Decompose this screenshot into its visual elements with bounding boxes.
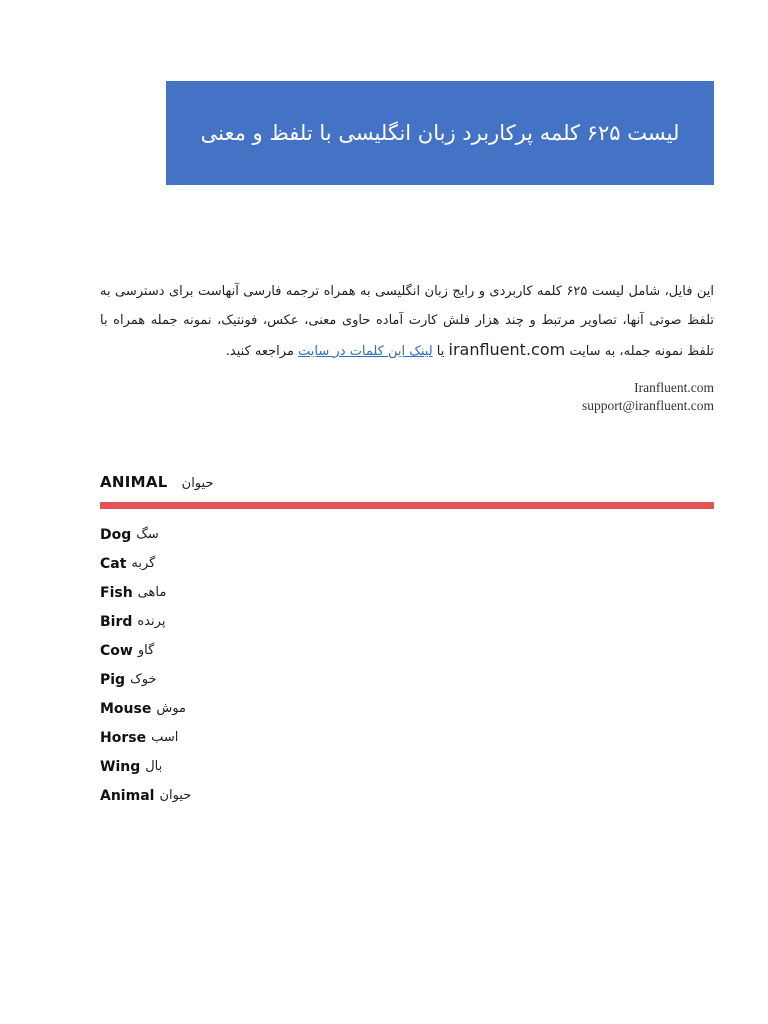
words-link[interactable]: لینک این کلمات در سایت [298, 344, 433, 359]
list-item [100, 723, 191, 752]
word-english: Pig [100, 671, 126, 688]
contact-block [400, 379, 714, 415]
list-item [100, 520, 191, 549]
section-title-en: ANIMAL [100, 473, 168, 491]
list-item [100, 781, 191, 810]
contact-email: support@iranfluent.com [581, 398, 714, 413]
word-english: Horse [100, 729, 147, 746]
word-english: Dog [100, 526, 132, 543]
word-english: Cow [100, 642, 133, 659]
word-english: Fish [100, 584, 133, 601]
list-item [100, 578, 191, 607]
word-english: Cat [100, 555, 127, 572]
section-title-fa: حیوان [181, 476, 214, 491]
word-persian: سگ [136, 527, 159, 542]
section-header [100, 473, 213, 491]
intro-text-1: این فایل، شامل لیست ۶۲۵ کلمه کاربردی و رایج زبان انگلیسی به همراه ترجمه فارسی آنهاست برای دسترسی به تلفظ صوتی آنها، تصاویر مرتبط و چند هزار فلش کارت آماده حاوی معنی، عکس، فونتیک، نمونه جمله همراه با تلفظ نمونه جمله، به سایت [100, 284, 714, 359]
word-persian: موش [156, 701, 186, 716]
word-english: Wing [100, 758, 141, 775]
word-persian: اسب [151, 730, 179, 745]
list-item [100, 607, 191, 636]
word-english: Bird [100, 613, 133, 630]
list-item [100, 694, 191, 723]
word-persian: بال [145, 759, 163, 774]
intro-text-3: مراجعه کنید. [225, 344, 299, 359]
list-item [100, 665, 191, 694]
title-banner [166, 81, 714, 185]
word-persian: پرنده [137, 614, 166, 629]
word-persian: گربه [131, 556, 156, 571]
word-persian: ماهی [137, 585, 167, 600]
page-title: لیست ۶۲۵ کلمه پرکاربرد زبان انگلیسی با تلفظ و معنی [200, 121, 680, 145]
word-persian: خوک [130, 672, 157, 687]
word-persian: گاو [137, 643, 155, 658]
word-english: Mouse [100, 700, 152, 717]
intro-site-name: iranfluent.com [448, 340, 566, 359]
contact-site: Iranfluent.com [634, 380, 714, 395]
word-english: Animal [100, 787, 155, 804]
intro-text-2: یا [432, 344, 449, 359]
list-item [100, 752, 191, 781]
word-list [100, 520, 191, 810]
section-divider [100, 502, 714, 509]
intro-paragraph [100, 277, 714, 366]
word-persian: حیوان [159, 788, 192, 803]
list-item [100, 549, 191, 578]
list-item [100, 636, 191, 665]
